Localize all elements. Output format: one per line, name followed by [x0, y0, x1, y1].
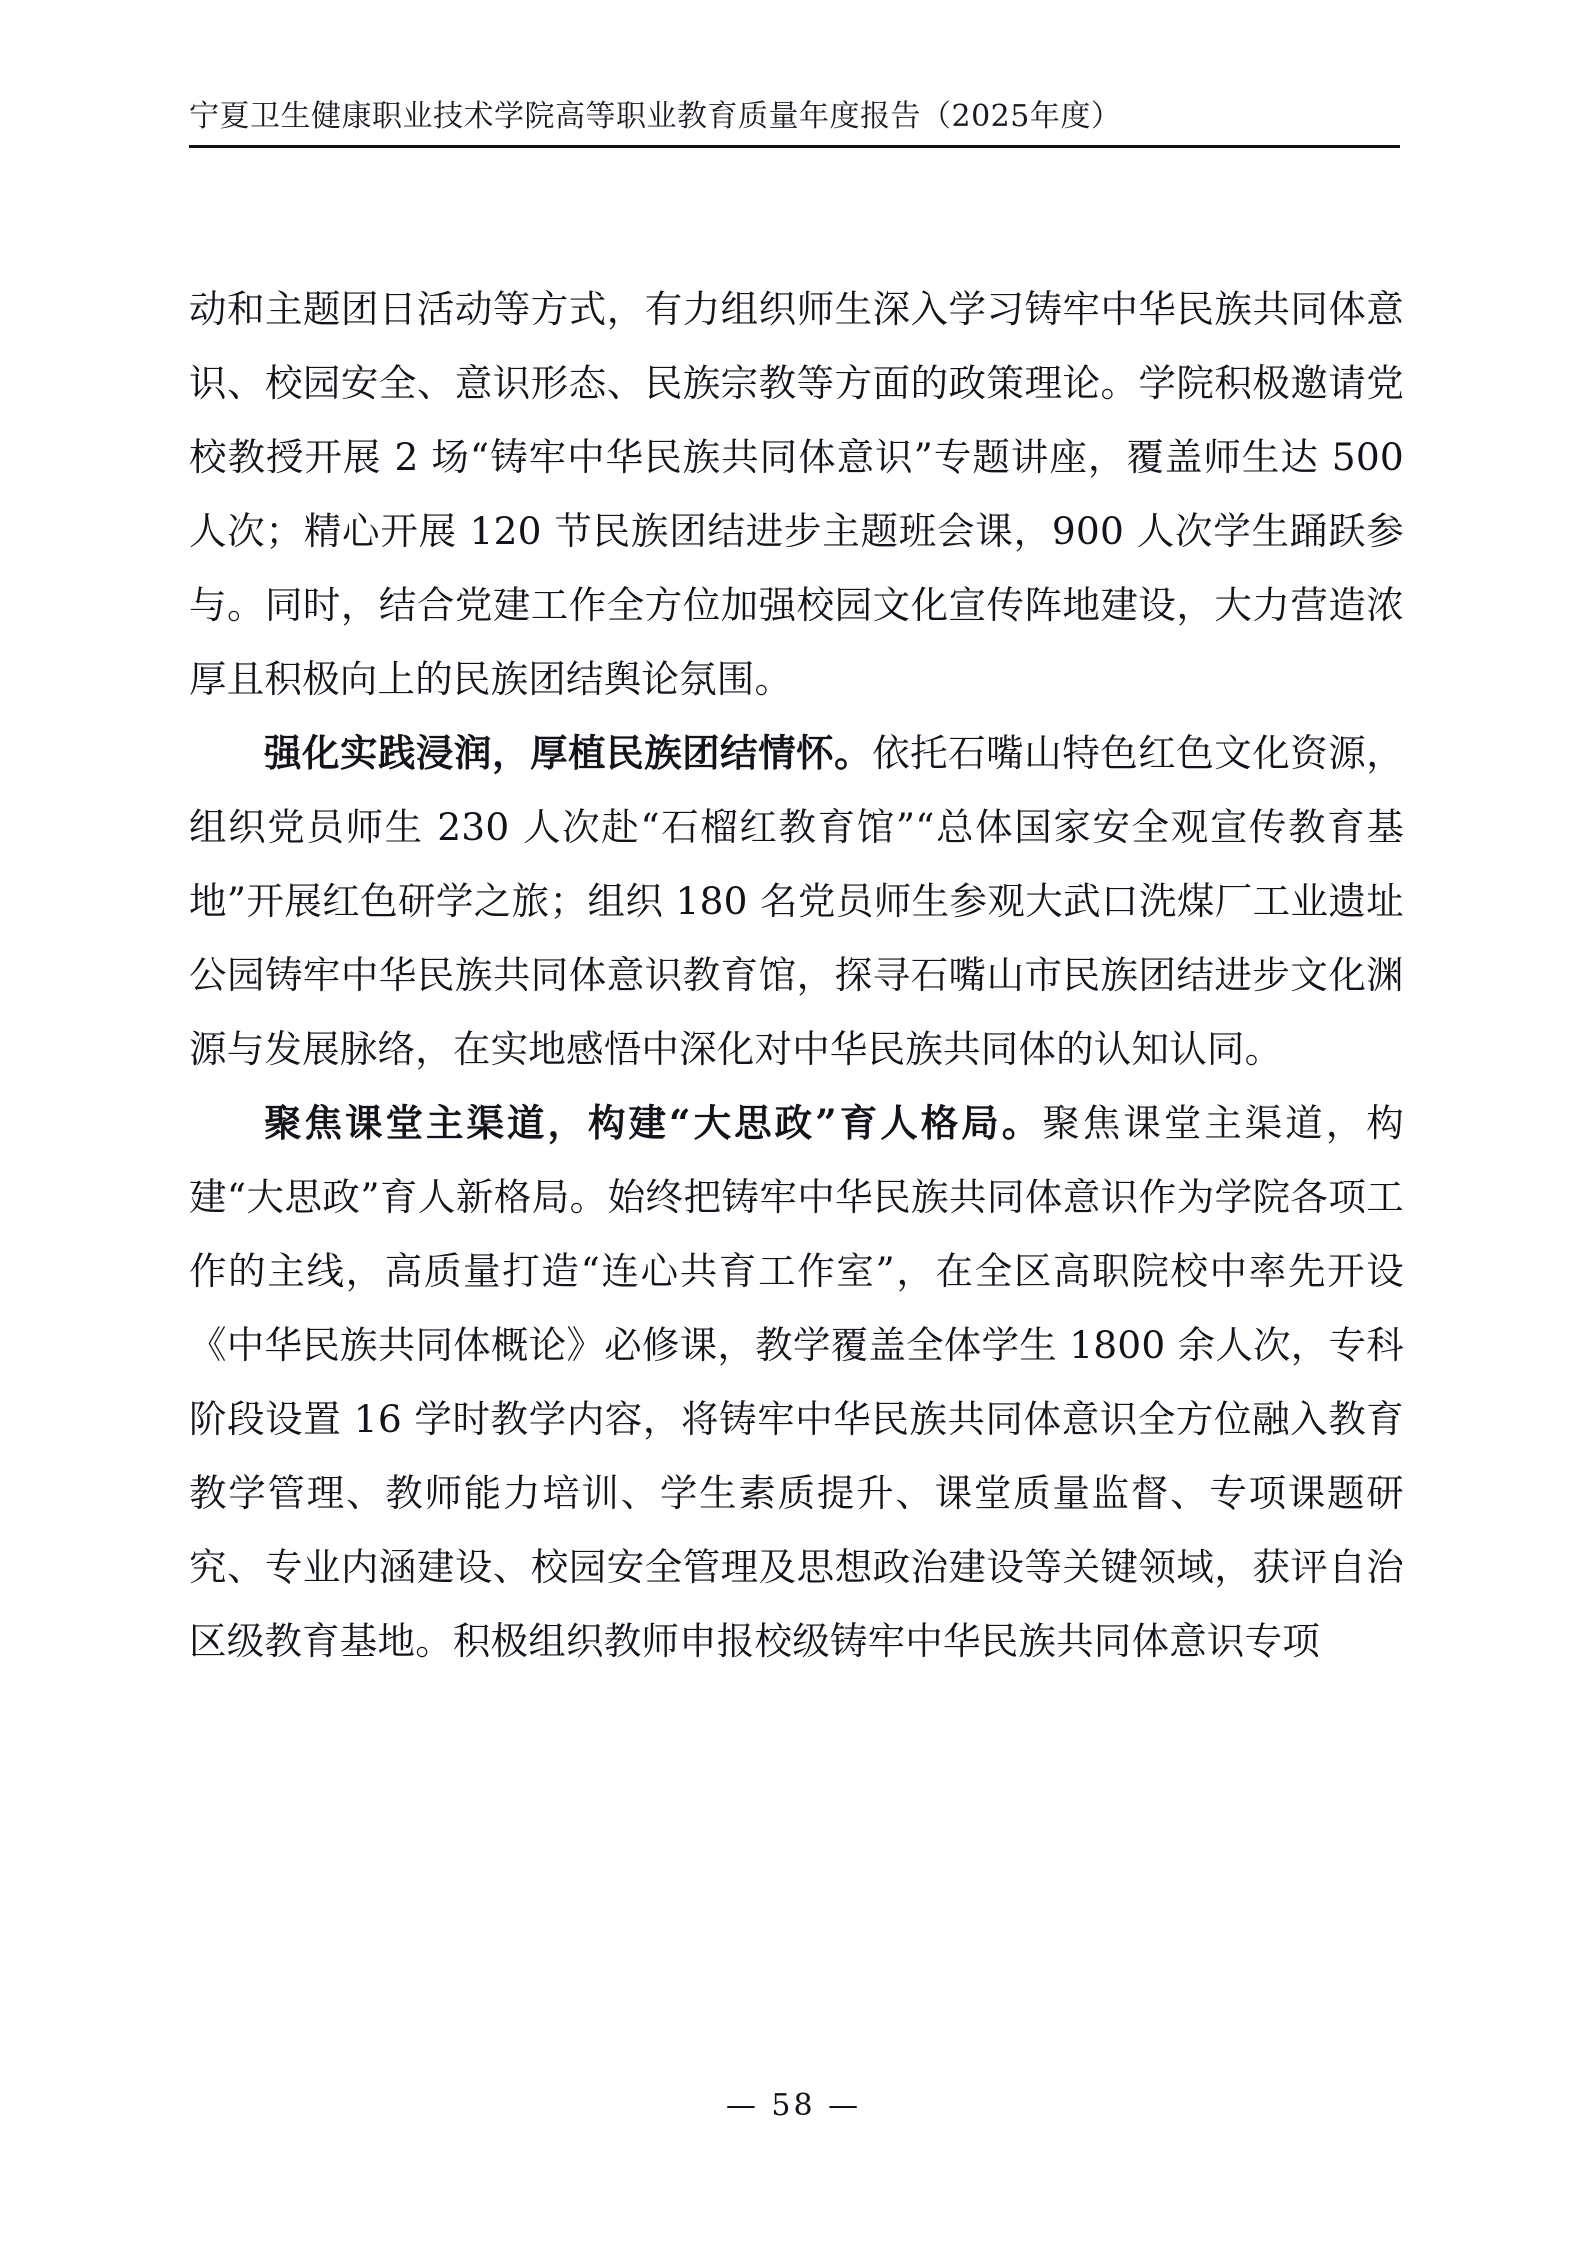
page-number: — 58 — [725, 2088, 862, 2123]
header-title: 宁夏卫生健康职业技术学院高等职业教育质量年度报告（2025年度） [189, 99, 1122, 134]
page-footer [0, 2088, 1587, 2123]
paragraph-continued [189, 272, 1404, 716]
paragraph-text: 动和主题团日活动等方式，有力组织师生深入学习铸牢中华民族共同体意识、校园安全、意识形态、民族宗教等方面的政策理论。学院积极邀请党校教授开展 2 场“铸牢中华民族共同体意识”专题讲座，覆盖师生达 500 人次；精心开展 120 节民族团结进步主题班会课，900 人次学生踊跃参与。同时，结合党建工作全方位加强校园文化宣传阵地建设，大力营造浓厚且积极向上的民族团结舆论氛围。 [189, 287, 1404, 701]
paragraph-classroom [189, 1086, 1404, 1678]
paragraph-lead: 聚焦课堂主渠道，构建“大思政”育人格局。 [264, 1101, 1043, 1145]
paragraph-text: 聚焦课堂主渠道，构建“大思政”育人新格局。始终把铸牢中华民族共同体意识作为学院各项工作的主线，高质量打造“连心共育工作室”，在全区高职院校中率先开设《中华民族共同体概论》必修课，教学覆盖全体学生 1800 余人次，专科阶段设置 16 学时教学内容，将铸牢中华民族共同体意识全方位融入教育教学管理、教师能力培训、学生素质提升、课堂质量监督、专项课题研究、专业内涵建设、校园安全管理及思想政治建设等关键领域，获评自治区级教育基地。积极组织教师申报校级铸牢中华民族共同体意识专项 [189, 1101, 1404, 1663]
paragraph-lead: 强化实践浸润，厚植民族团结情怀。 [264, 731, 873, 775]
page-header [189, 96, 1400, 148]
document-body [189, 272, 1404, 1678]
paragraph-text: 依托石嘴山特色红色文化资源，组织党员师生 230 人次赴“石榴红教育馆”“总体国家安全观宣传教育基地”开展红色研学之旅；组织 180 名党员师生参观大武口洗煤厂工业遗址公园铸牢中华民族共同体意识教育馆，探寻石嘴山市民族团结进步文化渊源与发展脉络，在实地感悟中深化对中华民族共同体的认知认同。 [189, 731, 1404, 1071]
paragraph-practice [189, 716, 1404, 1086]
header-divider [189, 145, 1400, 148]
